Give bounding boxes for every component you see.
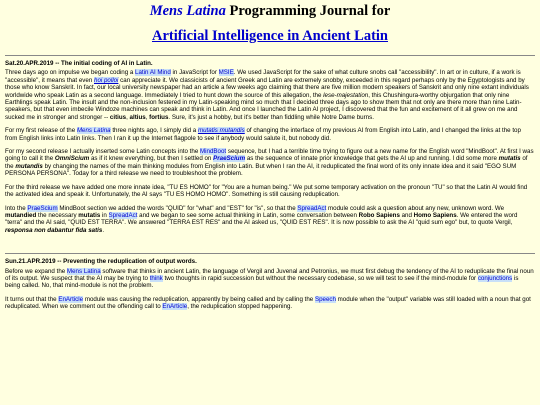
text-run: , the reduplication stopped happening. bbox=[187, 303, 293, 311]
emphasized-text: mutatis bbox=[78, 211, 101, 219]
emphasized-text: altius bbox=[129, 113, 146, 121]
text-run: the necessary bbox=[36, 211, 79, 219]
text-run: . bbox=[102, 226, 105, 234]
inline-link[interactable]: conjunctions bbox=[477, 274, 513, 282]
inline-link[interactable]: MindBoot bbox=[200, 148, 227, 156]
inline-link[interactable]: EnArticle bbox=[162, 303, 188, 311]
emphasized-text: citius bbox=[109, 113, 127, 121]
entry-paragraph bbox=[5, 148, 535, 178]
text-run: . We entered the word "terra" and the AI said, "QUID EST TERRA". We answered "TERRA EST RES" and the AI asked us, "QUID EST RES". It is now possible to ask the AI "quid sum ego" but, to quote Vergil, bbox=[5, 211, 518, 227]
text-run: in bbox=[100, 211, 109, 219]
text-run: sequence, but I had a terrible time trying to figure out a new name for the English word "MindBoot". At first I was going to call it the bbox=[5, 148, 534, 163]
page-subtitle bbox=[5, 28, 535, 45]
text-run: Three days ago on impulse we began coding a bbox=[5, 69, 136, 77]
inline-link[interactable]: SpreadAct bbox=[297, 204, 327, 212]
emphasized-text: responsa non dabantur fida satis bbox=[5, 226, 103, 234]
text-run: and we began to see some actual thinking in Latin, some conversation between bbox=[137, 211, 359, 219]
journal-entry bbox=[5, 258, 535, 310]
page-title bbox=[5, 0, 535, 20]
text-run: For my first release of the bbox=[5, 127, 77, 135]
divider bbox=[5, 253, 535, 254]
text-run: module was causing the reduplication, apparently by being called and by calling the bbox=[83, 295, 315, 303]
text-run: module could ask a question about any new, unknown word. We bbox=[326, 204, 505, 212]
text-run: , bbox=[145, 113, 150, 121]
text-run: Into the bbox=[5, 204, 28, 212]
inline-link[interactable]: PraeScium bbox=[27, 204, 58, 212]
entry-paragraph bbox=[5, 127, 535, 142]
emphasized-text: Homo Sapiens bbox=[413, 211, 457, 219]
entry-date: Sun.21.APR.2019 -- Preventing the reduplication of output words. bbox=[5, 258, 197, 266]
text-run: three nights ago, I simply did a bbox=[110, 127, 198, 135]
text-run: of changing the interface of my previous AI from English into Latin, and I changed the links at the top from English links into Latin links. Then I ran it up the Internet flagpole to see if anybody would salute it, but nobody did. bbox=[5, 127, 521, 142]
text-run: Before we expand the bbox=[5, 267, 67, 275]
text-run: by changing the names of the main thinking modules from English into Latin. But when I ran the AI, it reduplicated the final word of its only innate idea and it said "EGO SUM PERSONA PERSONA". Today for a third release we need to troubleshoot the problem. bbox=[5, 162, 517, 178]
emphasized-text: OmniScium bbox=[54, 155, 90, 163]
inline-link[interactable]: Latin AI Mind bbox=[135, 69, 171, 77]
text-run: and bbox=[399, 211, 414, 219]
inline-link[interactable]: SpreadAct bbox=[108, 211, 138, 219]
inline-link[interactable]: think bbox=[149, 274, 163, 282]
text-run: can appreciate it. We classicists of ancient Greek and Latin are extremely snobby, exceeded in this regard perhaps only by the Egyptologists and by those who know Sanskrit. In fact, our local university newspaper had an article a few weeks ago claiming that there are five million modern speakers of Sanskrit and only nine extant individuals worldwide who speak Latin as a second language. Immediately I tried to hunt down the source of this allegation, the bbox=[5, 76, 529, 99]
inline-link[interactable]: MSIE bbox=[218, 69, 234, 77]
emphasized-text: Robo Sapiens bbox=[358, 211, 400, 219]
inline-link[interactable]: Mens Latina bbox=[66, 267, 101, 275]
entry-paragraph bbox=[5, 296, 535, 311]
text-run: MindBoot section we added the words "QUID" for "what" and "EST" for "is", so that the bbox=[57, 204, 298, 212]
site-title-link[interactable]: Mens Latina bbox=[149, 3, 226, 19]
text-run: in JavaScript for bbox=[170, 69, 219, 77]
inline-link[interactable]: hoi polloi bbox=[94, 76, 119, 84]
subtitle-link[interactable]: Artificial Intelligence in Ancient Latin bbox=[151, 28, 388, 44]
entry-date: Sat.20.APR.2019 -- The initial coding of AI in Latin. bbox=[5, 60, 153, 67]
text-run: as if it knew everything, but then I settled on bbox=[89, 155, 214, 163]
text-run: of the bbox=[5, 155, 528, 170]
emphasized-text: mutandied bbox=[5, 211, 37, 219]
text-run: is being called. No, that mind-module is not the problem. bbox=[5, 274, 519, 290]
inline-link[interactable]: EnArticle bbox=[58, 295, 84, 303]
text-run: as the sequence of innate prior knowledge that gets the AI up and running. I did some more bbox=[245, 155, 499, 163]
inline-link[interactable]: mutatis mutandis bbox=[197, 127, 245, 135]
emphasized-text: fortius bbox=[149, 113, 169, 121]
journal-entry bbox=[5, 60, 535, 234]
title-text: Programming Journal for bbox=[229, 3, 391, 19]
inline-link[interactable]: Mens Latina bbox=[76, 127, 111, 135]
text-run: , bbox=[126, 113, 130, 121]
text-run: It turns out that the bbox=[5, 295, 59, 303]
entry-paragraph bbox=[5, 268, 535, 290]
entry-paragraph bbox=[5, 205, 535, 235]
emphasized-text: lese-majestation bbox=[323, 91, 369, 99]
text-run: software that thinks in ancient Latin, the language of Vergil and Juvenal and Petronius, we must first debug the tendency of the AI to reduplicate the final noun of its output. We suspect that the AI may be trying to bbox=[5, 267, 534, 282]
entry-paragraph bbox=[5, 184, 535, 199]
divider bbox=[5, 55, 535, 56]
text-run: For my second release I actually inserted some Latin concepts into the bbox=[5, 148, 201, 156]
inline-link[interactable]: Speech bbox=[314, 295, 336, 303]
text-run: module when the "output" variable was still loaded with a noun that got reduplicated. When we comment out the offending call to bbox=[5, 295, 531, 311]
entry-paragraph bbox=[5, 69, 535, 121]
emphasized-text: mutatis bbox=[498, 155, 521, 163]
text-run: , this Chushingura-worthy objurgation that only nine Earthlings speak Latin. The insult and the non-inclusion festered in my Latin-speaking mind so much that I decided three days ago to show them that not only are there more than nine Latin-speakers, but that even imbecile Windoze machines can speak and think in Latin. And once I launched the Latin AI project, I discovered that the fun and excitement of it all grew on me and sucked me in stronger and stronger -- bbox=[5, 91, 522, 121]
text-run: . We used JavaScript for the sake of what culture snobs call "accessibility". In art or in culture, if a work is "accessible", it means that even bbox=[5, 69, 521, 84]
text-run: . Sure, it's just a hobby, but it's better than fiddling while Notre Dame burns. bbox=[168, 113, 374, 121]
emphasized-text: mutandis bbox=[15, 162, 43, 170]
text-run: For the third release we have added one more innate idea, "TU ES HOMO" for "You are a human being." We put some temporary activation on the pronoun "TU" so that the Latin AI would find the activated idea and speak it. Unfortunately, the AI says "TU ES HOMO HOMO". Something is still causing reduplication. bbox=[5, 183, 528, 199]
inline-link[interactable]: PraeScium bbox=[213, 155, 246, 163]
text-run: two thoughts in rapid succession but without the necessary codebase, so we will test to see if the mind-module for bbox=[162, 274, 478, 282]
